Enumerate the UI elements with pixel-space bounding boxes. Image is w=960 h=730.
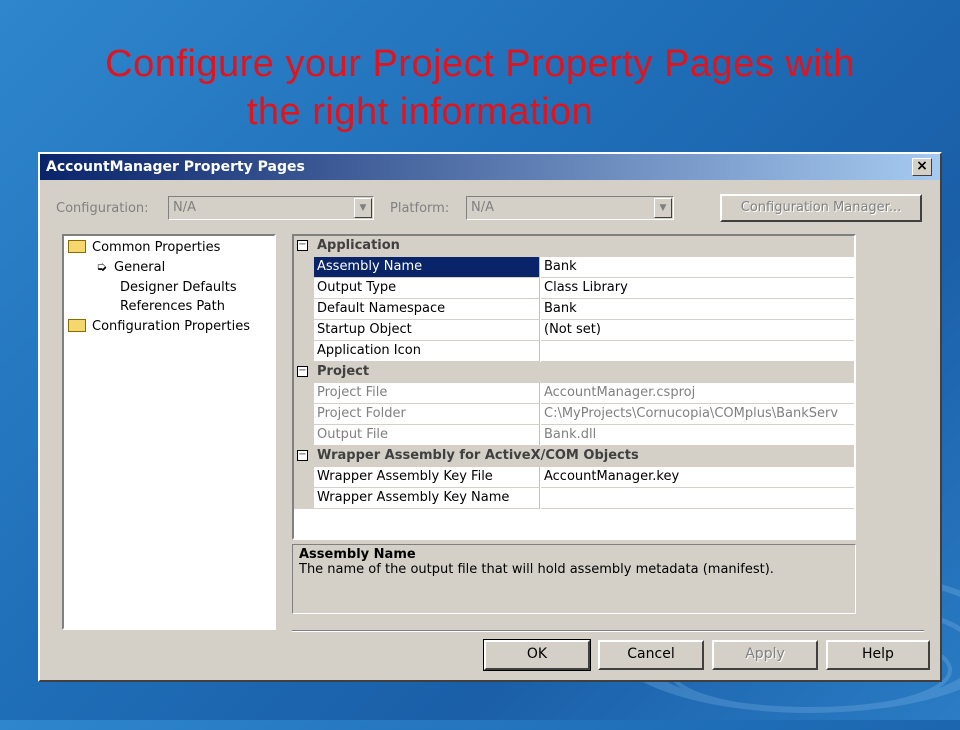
- property-row[interactable]: [294, 488, 856, 509]
- property-row[interactable]: [294, 320, 856, 341]
- property-row[interactable]: [294, 341, 856, 362]
- property-name: Output File: [314, 425, 540, 446]
- property-value[interactable]: Class Library: [541, 278, 856, 299]
- chevron-down-icon: ▼: [654, 198, 672, 218]
- tree-item-label: Common Properties: [92, 240, 221, 255]
- tree-item-common-properties[interactable]: [68, 238, 220, 257]
- collapse-icon[interactable]: −: [298, 365, 307, 376]
- property-name: Wrapper Assembly Key Name: [314, 488, 540, 509]
- property-value: C:\MyProjects\Cornucopia\COMplus\BankServ: [541, 404, 856, 425]
- open-folder-icon: [68, 240, 86, 253]
- category-label: Wrapper Assembly for ActiveX/COM Objects: [317, 448, 639, 463]
- property-row[interactable]: [294, 467, 856, 488]
- property-value[interactable]: [541, 341, 856, 362]
- description-pane: [292, 544, 856, 614]
- category-label: Project: [317, 364, 370, 379]
- property-row[interactable]: [294, 257, 856, 278]
- description-text: The name of the output file that will hold assembly metadata (manifest).: [299, 562, 774, 577]
- apply-button[interactable]: Apply: [712, 640, 818, 670]
- category-application[interactable]: [294, 236, 856, 257]
- property-row[interactable]: [294, 299, 856, 320]
- category-project[interactable]: [294, 362, 856, 383]
- collapse-icon[interactable]: −: [298, 239, 307, 250]
- description-title: Assembly Name: [299, 547, 416, 562]
- property-name: Project File: [314, 383, 540, 404]
- platform-label: Platform:: [390, 201, 450, 216]
- tree-item-designer-defaults[interactable]: Designer Defaults: [120, 280, 237, 295]
- category-label: Application: [317, 238, 400, 253]
- ok-button[interactable]: OK: [484, 640, 590, 670]
- folder-icon: [68, 319, 86, 332]
- property-name: Wrapper Assembly Key File: [314, 467, 540, 488]
- property-row[interactable]: [294, 404, 856, 425]
- slide-title-line1: Configure your Project Property Pages with: [105, 43, 855, 85]
- configuration-value: N/A: [173, 200, 196, 215]
- dialog-titlebar[interactable]: [40, 154, 940, 180]
- divider: [292, 630, 924, 632]
- property-name: Project Folder: [314, 404, 540, 425]
- property-row[interactable]: [294, 383, 856, 404]
- property-row[interactable]: [294, 425, 856, 446]
- tree-item-references-path[interactable]: References Path: [120, 299, 225, 314]
- property-value[interactable]: Bank: [541, 257, 856, 278]
- property-name: Startup Object: [314, 320, 540, 341]
- tree-item-configuration-properties[interactable]: [68, 317, 250, 336]
- property-grid: [292, 234, 856, 540]
- dialog-title: AccountManager Property Pages: [46, 159, 305, 175]
- property-name: Assembly Name: [314, 257, 540, 278]
- property-value[interactable]: (Not set): [541, 320, 856, 341]
- chevron-down-icon: ▼: [354, 198, 372, 218]
- property-value[interactable]: AccountManager.key: [541, 467, 856, 488]
- property-value: Bank.dll: [541, 425, 856, 446]
- property-tree: [62, 234, 276, 630]
- platform-select[interactable]: [466, 196, 674, 220]
- tree-item-label: Configuration Properties: [92, 319, 250, 334]
- configuration-label: Configuration:: [56, 201, 149, 216]
- slide-title-line2: the right information: [246, 91, 594, 133]
- property-row[interactable]: [294, 278, 856, 299]
- property-name: Application Icon: [314, 341, 540, 362]
- configuration-manager-button[interactable]: Configuration Manager...: [720, 194, 922, 222]
- tree-item-label: General: [114, 260, 166, 275]
- category-wrapper-assembly[interactable]: [294, 446, 856, 467]
- property-name: Output Type: [314, 278, 540, 299]
- collapse-icon[interactable]: −: [298, 449, 307, 460]
- close-button[interactable]: ×: [912, 158, 932, 176]
- configuration-select[interactable]: [168, 196, 374, 220]
- arrow-right-icon: ➭: [96, 260, 107, 275]
- property-pages-dialog: [38, 152, 942, 682]
- property-value[interactable]: [541, 488, 856, 509]
- configuration-row: [56, 196, 926, 222]
- platform-value: N/A: [471, 200, 494, 215]
- tree-item-general[interactable]: [96, 258, 165, 277]
- help-button[interactable]: Help: [826, 640, 930, 670]
- cancel-button[interactable]: Cancel: [598, 640, 704, 670]
- property-value: AccountManager.csproj: [541, 383, 856, 404]
- property-value[interactable]: Bank: [541, 299, 856, 320]
- property-name: Default Namespace: [314, 299, 540, 320]
- slide-title: [0, 40, 960, 136]
